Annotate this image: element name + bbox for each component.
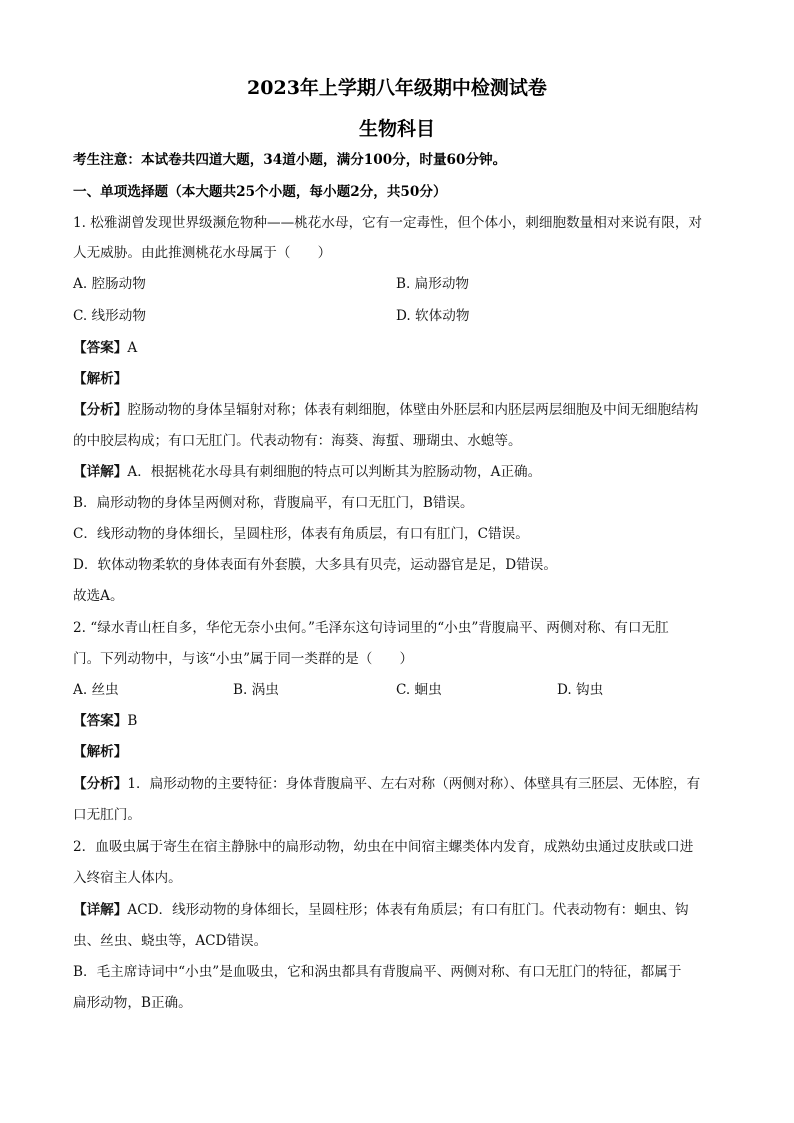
detail-label: 【详解】 — [73, 464, 128, 480]
q2-stem-line2: 门。下列动物中，与该“小虫”属于同一类群的是（ ） — [73, 651, 414, 667]
section-heading: 一、单项选择题（本大题共25个小题，每小题2分，共50分） — [73, 184, 447, 200]
q2-detail-line1 — [73, 900, 733, 920]
q1-stem-line1: 1. 松雅湖曾发现世界级濒危物种——桃花水母，它有一定毒性，但个体小，刺细胞数量相对来说有限，对 — [73, 215, 703, 231]
q2-fenxi-line4: 入终宿主人体内。 — [73, 870, 182, 886]
q1-answer-value: A — [127, 340, 138, 356]
q1-option-d: D. 软体动物 — [396, 308, 470, 324]
exam-notice: 考生注意：本试卷共四道大题，34道小题，满分100分，时量60分钟。 — [73, 152, 507, 168]
fenxi-label: 【分析】 — [73, 776, 128, 792]
q2-fenxi-text: 1．扁形动物的主要特征：身体背腹扁平、左右对称（两侧对称）、体壁具有三胚层、无体腔，有 — [127, 776, 701, 792]
q2-fenxi-line2: 口无肛门。 — [73, 807, 141, 823]
exam-subject: 生物科目 — [358, 118, 435, 140]
q1-analysis-label — [73, 369, 733, 389]
q1-detail-text: A．根据桃花水母具有刺细胞的特点可以判断其为腔肠动物，A正确。 — [127, 464, 542, 480]
q1-detail-line1 — [73, 462, 733, 482]
q1-answer — [73, 338, 733, 358]
fenxi-label: 【分析】 — [73, 402, 128, 418]
q2-answer-value: B — [127, 713, 138, 729]
q2-option-b: B. 涡虫 — [233, 682, 279, 698]
q1-detail-c: C．线形动物的身体细长，呈圆柱形，体表有角质层，有口有肛门，C错误。 — [73, 526, 529, 542]
q1-fenxi-line1 — [73, 400, 733, 420]
q2-detail-b1: B．毛主席诗词中“小虫”是血吸虫，它和涡虫都具有背腹扁平、两侧对称、有口无肛门的特征，都属于 — [73, 964, 682, 980]
q2-detail-b2: 扁形动物，B正确。 — [73, 995, 192, 1011]
detail-label: 【详解】 — [73, 902, 128, 918]
q2-detail-line2: 虫、丝虫、蛲虫等，ACD错误。 — [73, 933, 268, 949]
q1-option-b: B. 扁形动物 — [396, 276, 470, 292]
q1-option-c: C. 线形动物 — [73, 308, 146, 324]
q1-conclusion: 故选A。 — [73, 588, 124, 604]
q2-option-d: D. 钩虫 — [557, 682, 604, 698]
q2-option-a: A. 丝虫 — [73, 682, 119, 698]
q2-detail-text: ACD．线形动物的身体细长，呈圆柱形；体表有角质层；有口有肛门。代表动物有：蛔虫、钩 — [127, 902, 689, 918]
q1-fenxi-line2: 的中胶层构成；有口无肛门。代表动物有：海葵、海蜇、珊瑚虫、水螅等。 — [73, 433, 522, 449]
q2-fenxi-line3: 2．血吸虫属于寄生在宿主静脉中的扁形动物，幼虫在中间宿主螺类体内发育，成熟幼虫通过皮肤或口进 — [73, 839, 694, 855]
q1-detail-b: B．扁形动物的身体呈两侧对称，背腹扁平，有口无肛门，B错误。 — [73, 495, 474, 511]
answer-label: 【答案】 — [73, 340, 128, 356]
q2-fenxi-line1 — [73, 774, 733, 794]
q2-answer — [73, 711, 733, 731]
q1-detail-d: D．软体动物柔软的身体表面有外套膜，大多具有贝壳，运动器官是足，D错误。 — [73, 557, 557, 573]
analysis-label: 【解析】 — [73, 371, 128, 387]
q1-fenxi-text: 腔肠动物的身体呈辐射对称；体表有刺细胞，体壁由外胚层和内胚层两层细胞及中间无细胞结构 — [127, 402, 699, 418]
exam-title: 2023年上学期八年级期中检测试卷 — [247, 77, 547, 99]
analysis-label: 【解析】 — [73, 744, 128, 760]
answer-label: 【答案】 — [73, 713, 128, 729]
q1-stem-line2: 人无威胁。由此推测桃花水母属于（ ） — [73, 245, 332, 261]
q2-stem-line1: 2. “绿水青山枉自多，华佗无奈小虫何。”毛泽东这句诗词里的“小虫”背腹扁平、两侧对称、有口无肛 — [73, 620, 669, 636]
q2-option-c: C. 蛔虫 — [396, 682, 442, 698]
q2-analysis-label — [73, 742, 733, 762]
q1-option-a: A. 腔肠动物 — [73, 276, 146, 292]
